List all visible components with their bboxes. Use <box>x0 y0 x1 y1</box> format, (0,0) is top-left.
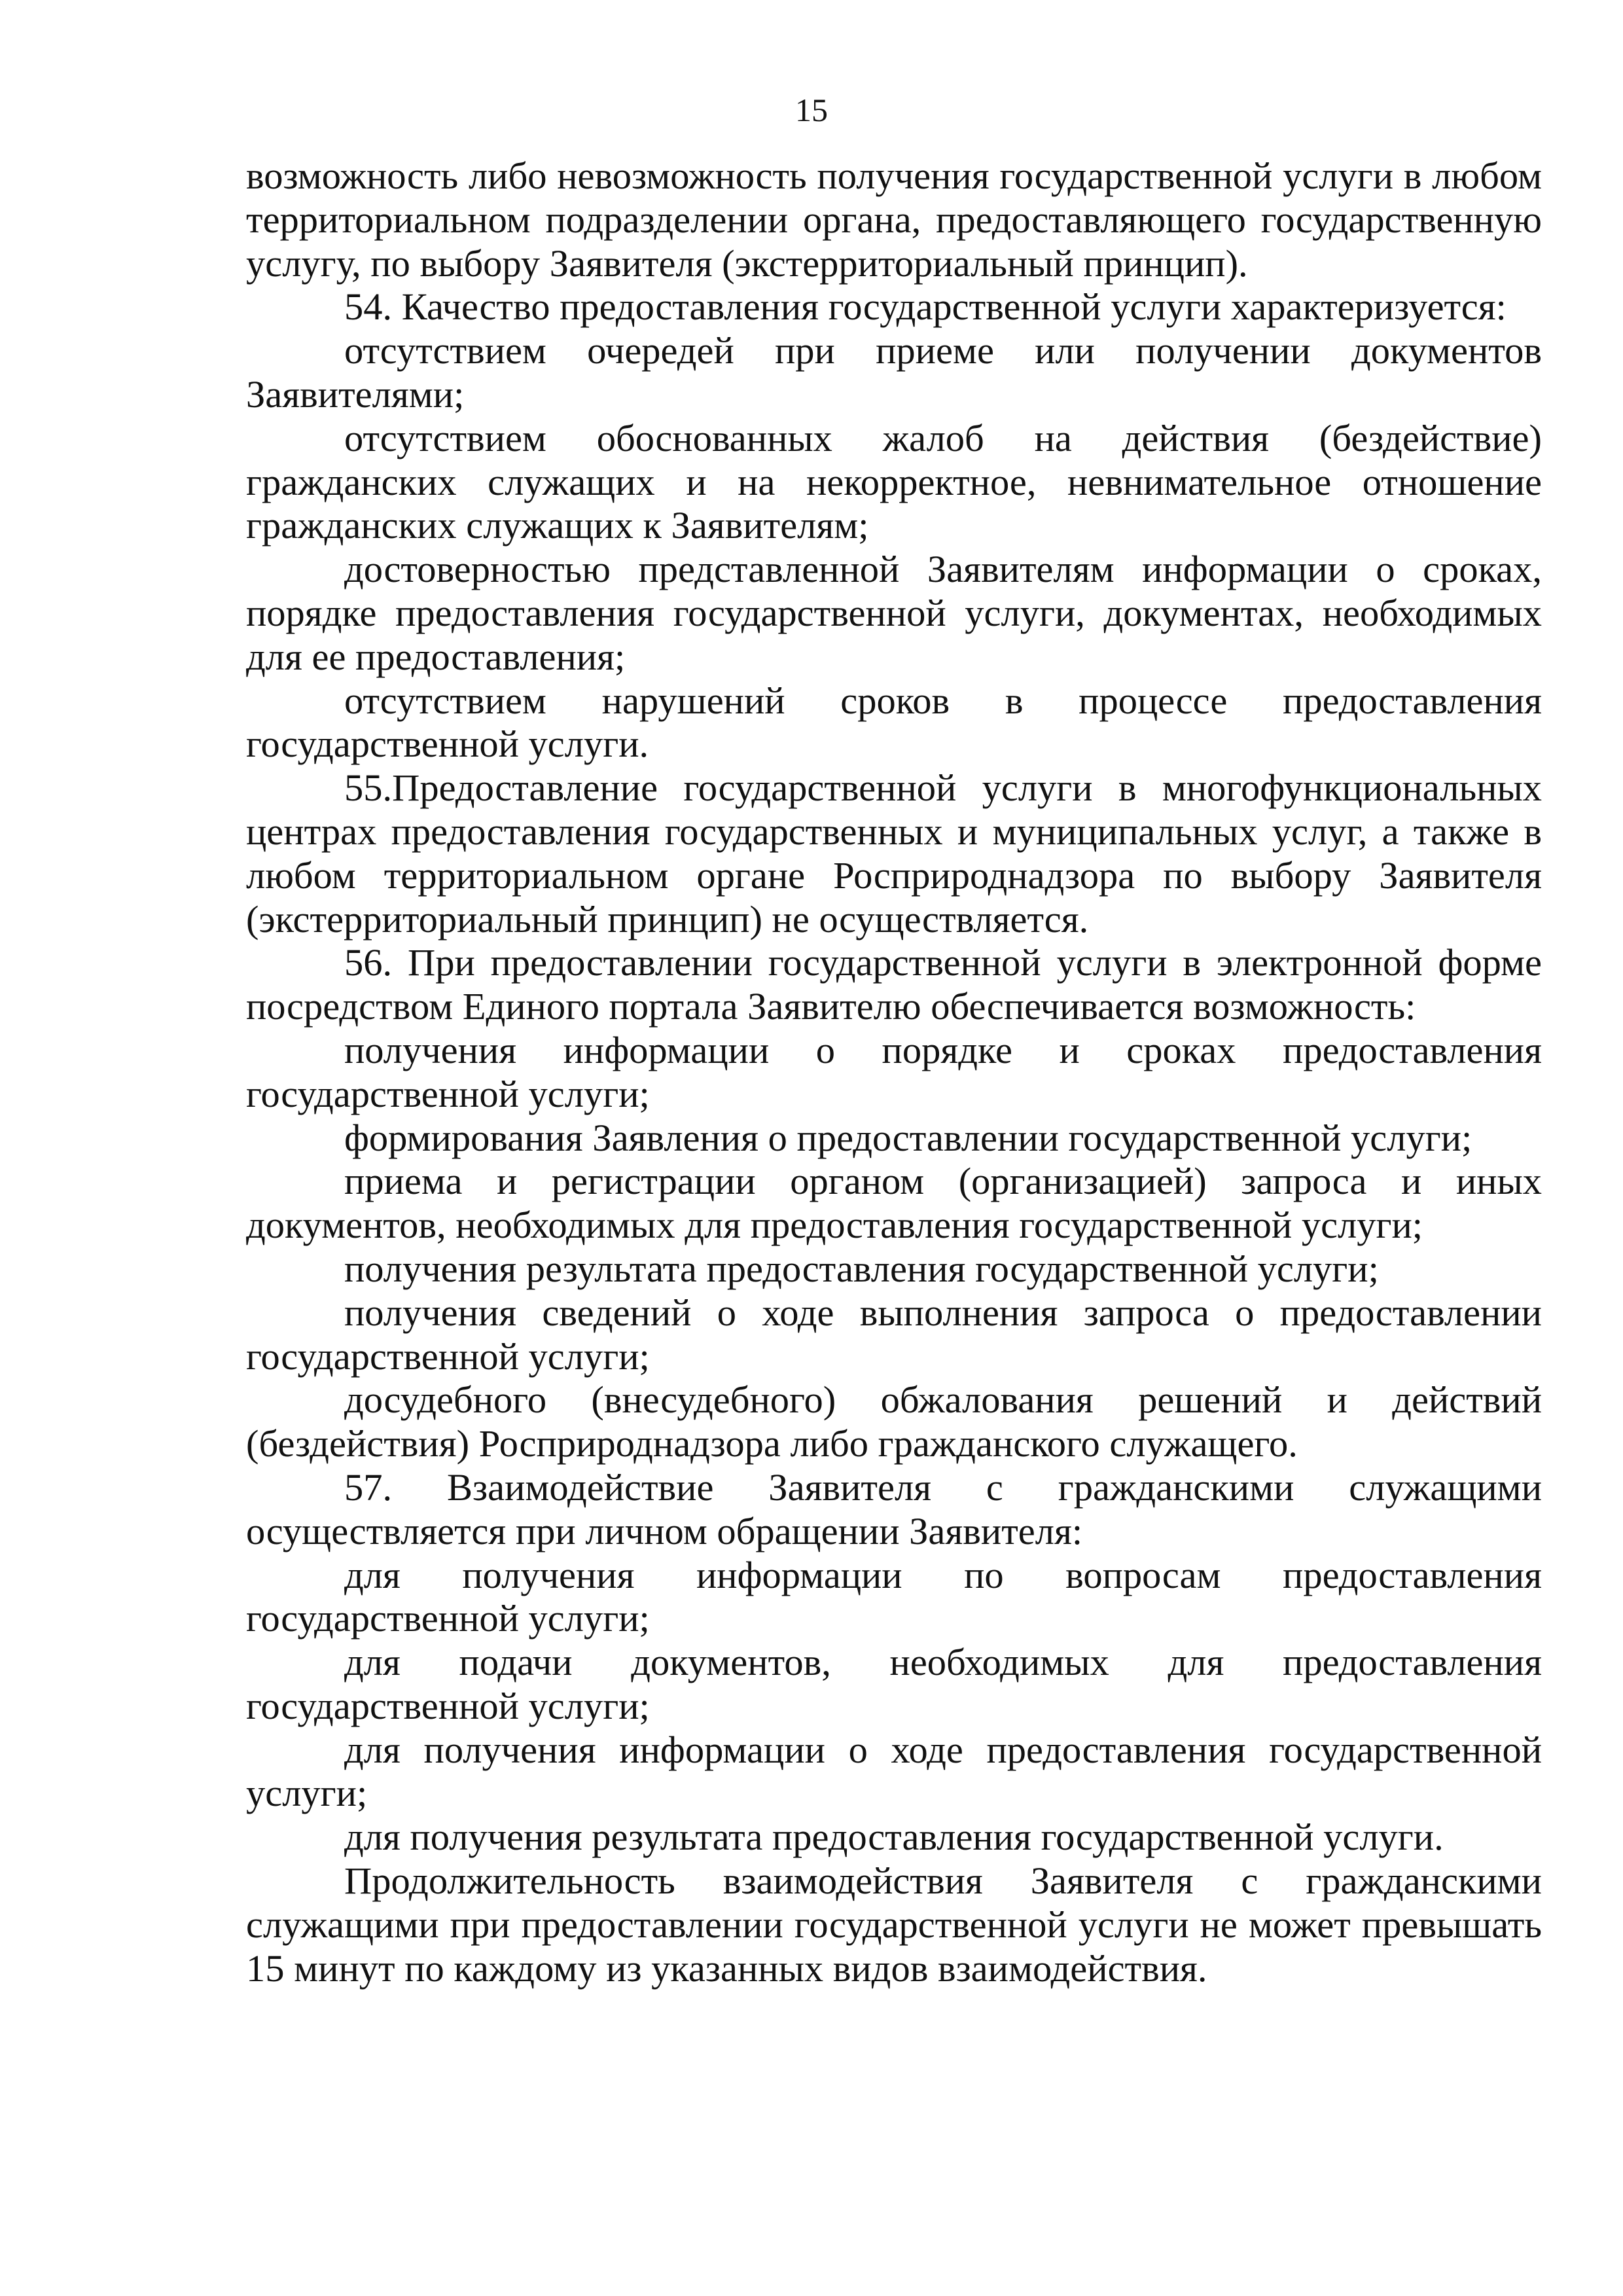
paragraph: 54. Качество предоставления государственной услуги характеризуется: <box>344 285 1507 329</box>
document-body <box>246 154 1542 1990</box>
paragraph: получения результата предоставления государственной услуги; <box>344 1247 1379 1290</box>
paragraph: досудебного (внесудебного) обжалования решений и действий (бездействия) Росприроднадзора либо гражданского служащего. <box>246 1378 1542 1465</box>
paragraph: возможность либо невозможность получения государственной услуги в любом территориальном подразделении органа, предоставляющего государственную услугу, по выбору Заявителя (экстерриториальный принцип). <box>246 154 1542 285</box>
paragraph: для получения результата предоставления государственной услуги. <box>344 1816 1444 1859</box>
paragraph: для получения информации по вопросам предоставления государственной услуги; <box>246 1553 1542 1640</box>
paragraph: для получения информации о ходе предоставления государственной услуги; <box>246 1728 1542 1815</box>
paragraph: 57. Взаимодействие Заявителя с гражданскими служащими осуществляется при личном обращении Заявителя: <box>246 1465 1542 1552</box>
paragraph: формирования Заявления о предоставлении государственной услуги; <box>344 1116 1472 1159</box>
paragraph: достоверностью представленной Заявителям информации о сроках, порядке предоставления государственной услуги, документах, необходимых для ее предоставления; <box>246 548 1542 678</box>
paragraph: отсутствием очередей при приеме или получении документов Заявителями; <box>246 329 1542 416</box>
page-number: 15 <box>795 92 828 128</box>
paragraph: отсутствием обоснованных жалоб на действия (бездействие) гражданских служащих и на некорректное, невнимательное отношение гражданских служащих к Заявителям; <box>246 416 1542 547</box>
paragraph: для подачи документов, необходимых для предоставления государственной услуги; <box>246 1641 1542 1727</box>
paragraph: приема и регистрации органом (организацией) запроса и иных документов, необходимых для предоставления государственной услуги; <box>246 1160 1542 1247</box>
paragraph: 56. При предоставлении государственной услуги в электронной форме посредством Единого портала Заявителю обеспечивается возможность: <box>246 941 1542 1028</box>
paragraph: Продолжительность взаимодействия Заявителя с гражданскими служащими при предоставлении государственной услуги не может превышать 15 минут по каждому из указанных видов взаимодействия. <box>246 1859 1542 1990</box>
paragraph: отсутствием нарушений сроков в процессе предоставления государственной услуги. <box>246 679 1542 766</box>
paragraph: получения сведений о ходе выполнения запроса о предоставлении государственной услуги; <box>246 1291 1542 1378</box>
paragraph: 55.Предоставление государственной услуги в многофункциональных центрах предоставления государственных и муниципальных услуг, а также в любом территориальном органе Росприроднадзора по выбору Заявителя (экстерриториальный принцип) не осуществляется. <box>246 766 1542 941</box>
paragraph: получения информации о порядке и сроках предоставления государственной услуги; <box>246 1028 1542 1115</box>
